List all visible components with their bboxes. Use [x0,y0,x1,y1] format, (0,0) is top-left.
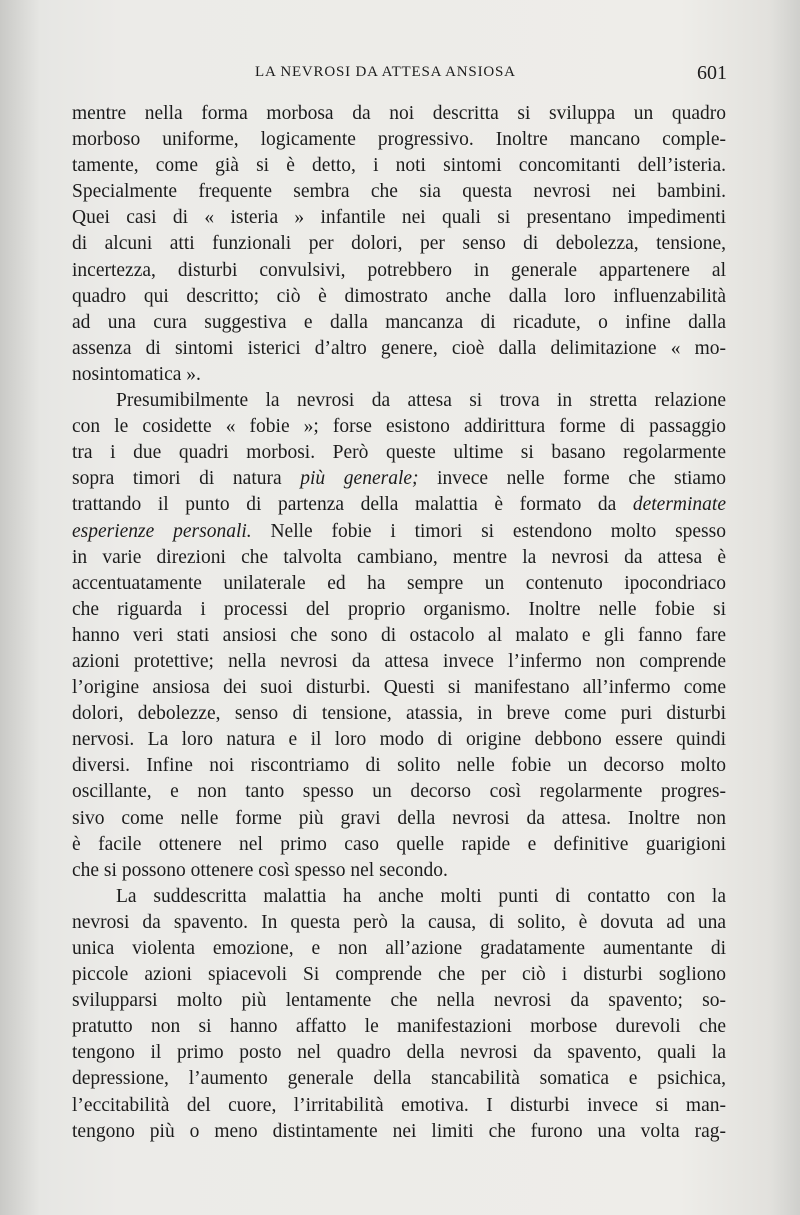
text-line: La suddescritta malattia ha anche molti punti di contatto con la [116,885,726,907]
text-line [72,492,726,518]
text-line: Presumibilmente la nevrosi da attesa si trova in stretta relazione [116,390,726,412]
text-line: con le cosidette « fobie »; forse esistono addirittura forme di passaggio [72,416,726,438]
text-line: piccole azioni spiacevoli Si comprende che per ciò i disturbi sogliono [72,964,726,986]
text-line: è facile ottenere nel primo caso quelle rapide e definitive guarigioni [72,833,726,855]
text-line: hanno veri stati ansiosi che sono di ostacolo al malato e gli fanno fare [72,624,726,646]
text-line: l’origine ansiosa dei suoi disturbi. Questi si manifestano all’infermo come [72,677,726,699]
text-line: quadro qui descritto; ciò è dimostrato anche dalla loro influenzabilità [72,285,726,307]
text-line: nosintomatica ». [72,363,201,385]
text-line: tengono più o meno distintamente nei limiti che furono una volta rag- [72,1120,726,1142]
text-line: tamente, come già si è detto, i noti sintomi concomitanti dell’isteria. [72,155,726,177]
text-line [72,466,726,492]
text-line: ad una cura suggestiva e dalla mancanza di ricadute, o infine dalla [72,311,726,333]
running-title: LA NEVROSI DA ATTESA ANSIOSA [255,64,516,80]
italic-text: più generale; [300,468,419,490]
text-line: accentuatamente unilaterale ed ha sempre un contenuto ipocondriaco [72,572,726,594]
text-segment: invece nelle forme che stiamo [418,468,726,490]
text-line: nervosi. La loro natura e il loro modo di origine debbono essere quindi [72,729,726,751]
text-line: mentre nella forma morbosa da noi descritta si sviluppa un quadro [72,103,726,124]
text-segment: trattando il punto di partenza della malattia è formato da [72,494,633,516]
text-line: in varie direzioni che talvolta cambiano, mentre la nevrosi da attesa è [72,546,726,568]
page-header [75,62,727,90]
italic-text: determinate [632,494,726,516]
text-line: azioni protettive; nella nevrosi da attesa invece l’infermo non comprende [72,650,726,672]
text-line: diversi. Infine noi riscontriamo di solito nelle fobie un decorso molto [72,755,726,777]
text-line: Specialmente frequente sembra che sia questa nevrosi nei bambini. [72,181,726,203]
body-text [72,101,726,1145]
text-line: l’eccitabilità del cuore, l’irritabilità emotiva. I disturbi invece si man- [72,1094,726,1116]
page-number: 601 [697,62,727,84]
text-line: assenza di sintomi isterici d’altro genere, cioè dalla delimitazione « mo- [72,337,726,359]
text-line: di alcuni atti funzionali per dolori, per senso di debolezza, tensione, [72,233,726,255]
text-line: Quei casi di « isteria » infantile nei quali si presentano impedimenti [72,207,726,229]
text-line: incertezza, disturbi convulsivi, potrebbero in generale appartenere al [72,259,726,281]
text-segment: sopra timori di natura [72,468,301,490]
text-line: morboso uniforme, logicamente progressivo. Inoltre mancano comple- [72,129,726,151]
text-line: che riguarda i processi del proprio organismo. Inoltre nelle fobie si [72,598,726,620]
text-line: tengono il primo posto nel quadro della nevrosi da spavento, quali la [72,1042,726,1064]
text-line: oscillante, e non tanto spesso un decorso così regolarmente progres- [72,781,726,803]
text-line: pratutto non si hanno affatto le manifestazioni morbose durevoli che [72,1016,726,1038]
italic-text: esperienze personali. [72,520,252,542]
text-line: che si possono ottenere così spesso nel secondo. [72,859,448,881]
text-line: dolori, debolezze, senso di tensione, atassia, in breve come puri disturbi [72,703,726,725]
text-line: unica violenta emozione, e non all’azione gradatamente aumentante di [72,938,726,959]
text-line: tra i due quadri morbosi. Però queste ultime si basano regolarmente [72,442,726,464]
text-segment: Nelle fobie i timori si estendono molto spesso [251,520,726,542]
text-line: nevrosi da spavento. In questa però la causa, di solito, è dovuta ad una [72,911,726,933]
text-line [72,519,726,545]
text-line: depressione, l’aumento generale della stancabilità somatica e psichica, [72,1068,726,1090]
text-line: sivo come nelle forme più gravi della nevrosi da attesa. Inoltre non [72,807,726,829]
text-line: svilupparsi molto più lentamente che nella nevrosi da spavento; so- [72,990,726,1012]
